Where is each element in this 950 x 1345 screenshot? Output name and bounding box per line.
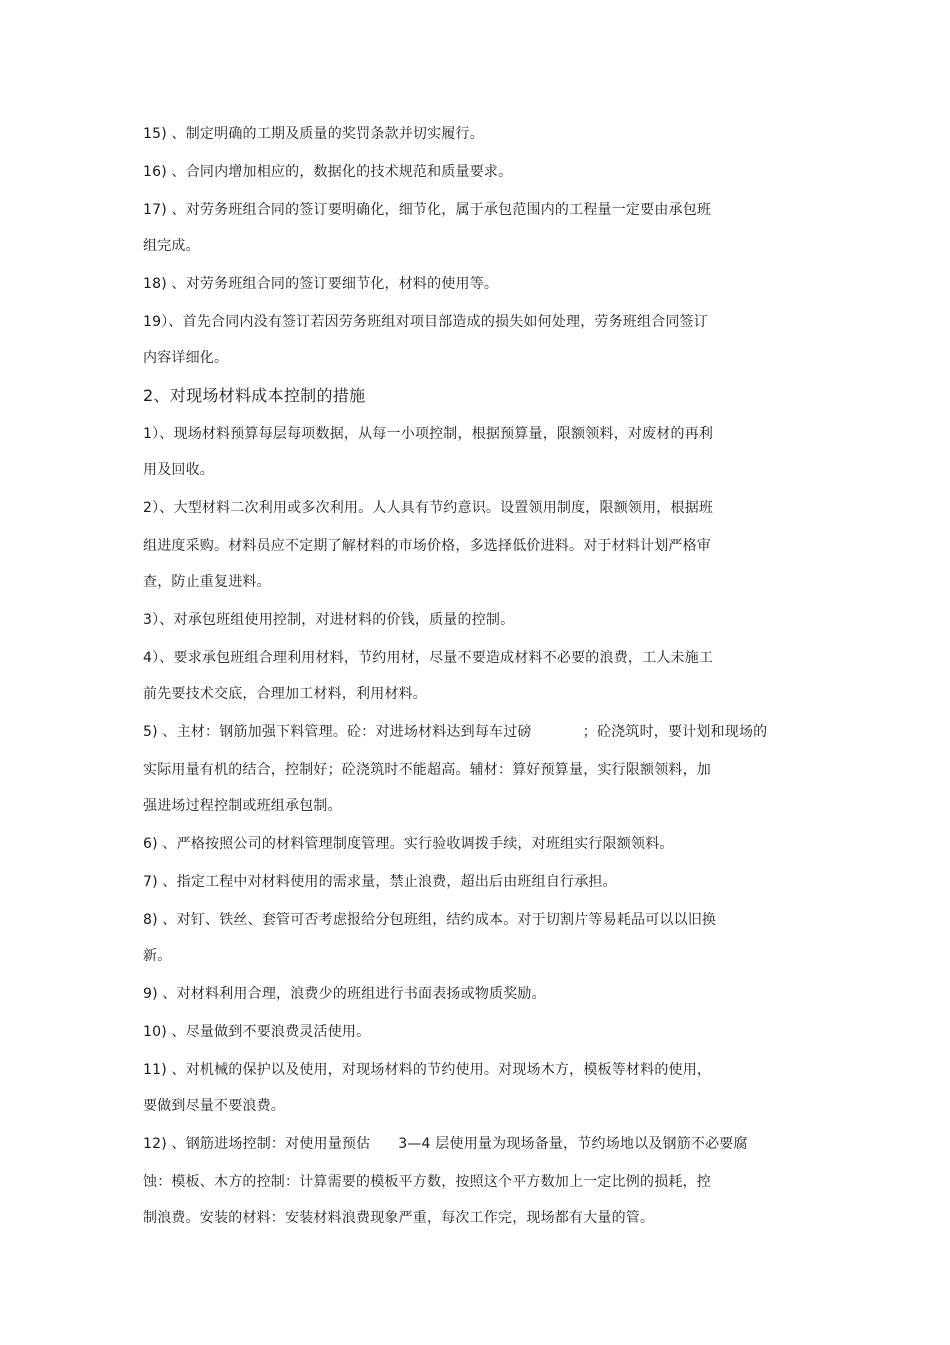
paragraph-line: 3）、对承包班组使用控制，对进材料的价钱，质量的控制。: [143, 612, 515, 628]
paragraph-line: 新。: [143, 948, 172, 964]
paragraph-line: 9) 、对材料利用合理，浪费少的班组进行书面表扬或物质奖励。: [143, 986, 546, 1002]
paragraph-line: 18) 、对劳务班组合同的签订要细节化，材料的使用等。: [143, 276, 499, 292]
paragraph-line: 4）、要求承包班组合理利用材料，节约用材，尽量不要造成材料不必要的浪费，工人未施工: [143, 650, 714, 666]
paragraph-line: 1）、现场材料预算每层每项数据，从每一小项控制，根据预算量，限额领料，对废材的再利: [143, 426, 714, 442]
paragraph-line: 蚀：模板、木方的控制：计算需要的模板平方数，按照这个平方数加上一定比例的损耗，控: [143, 1174, 711, 1190]
paragraph-line: 17) 、对劳务班组合同的签订要明确化，细节化，属于承包范围内的工程量一定要由承包班: [143, 202, 712, 218]
paragraph-line: 强进场过程控制或班组承包制。: [143, 798, 342, 814]
paragraph-line: 10) 、尽量做到不要浪费灵活使用。: [143, 1024, 371, 1040]
paragraph-line: 查，防止重复进料。: [143, 574, 271, 590]
paragraph-line: 前先要技术交底，合理加工材料，利用材料。: [143, 686, 427, 702]
paragraph-line: 2）、大型材料二次利用或多次利用。人人具有节约意识。设置领用制度，限额领用，根据班: [143, 500, 714, 516]
paragraph-line: 15) 、制定明确的工期及质量的奖罚条款并切实履行。: [143, 126, 484, 142]
paragraph-line: 6) 、严格按照公司的材料管理制度管理。实行验收调拨手续，对班组实行限额领料。: [143, 836, 674, 852]
paragraph-line: 内容详细化。: [143, 350, 229, 366]
paragraph-line: 7) 、指定工程中对材料使用的需求量，禁止浪费，超出后由班组自行承担。: [143, 874, 617, 890]
paragraph-line: 16) 、合同内增加相应的，数据化的技术规范和质量要求。: [143, 164, 513, 180]
paragraph-line: 组完成。: [143, 238, 200, 254]
paragraph-line: 12) 、钢筋进场控制：对使用量预估 3—4 层使用量为现场备量，节约场地以及钢筋不必要腐: [143, 1136, 748, 1152]
paragraph-line: 要做到尽量不要浪费。: [143, 1098, 285, 1114]
paragraph-line: 19）、首先合同内没有签订若因劳务班组对项目部造成的损失如何处理，劳务班组合同签订: [143, 314, 709, 330]
paragraph-line: 组进度采购。材料员应不定期了解材料的市场价格，多选择低价进料。对于材料计划严格审: [143, 538, 711, 554]
paragraph-line: 5) 、主材：钢筋加强下料管理。砼：对进场材料达到每车过磅 ；砼浇筑时，要计划和现场的: [143, 724, 768, 740]
paragraph-line: 制浪费。安装的材料：安装材料浪费现象严重，每次工作完，现场都有大量的管。: [143, 1210, 655, 1226]
section-heading: 2、对现场材料成本控制的措施: [143, 386, 366, 405]
paragraph-line: 8) 、对钉、铁丝、套管可否考虑报给分包班组，结约成本。对于切割片等易耗品可以以旧换: [143, 912, 717, 928]
paragraph-line: 实际用量有机的结合，控制好；砼浇筑时不能超高。辅材：算好预算量，实行限额领料，加: [143, 762, 711, 778]
paragraph-line: 用及回收。: [143, 462, 214, 478]
paragraph-line: 11) 、对机械的保护以及使用，对现场材料的节约使用。对现场木方，模板等材料的使用，: [143, 1062, 712, 1078]
